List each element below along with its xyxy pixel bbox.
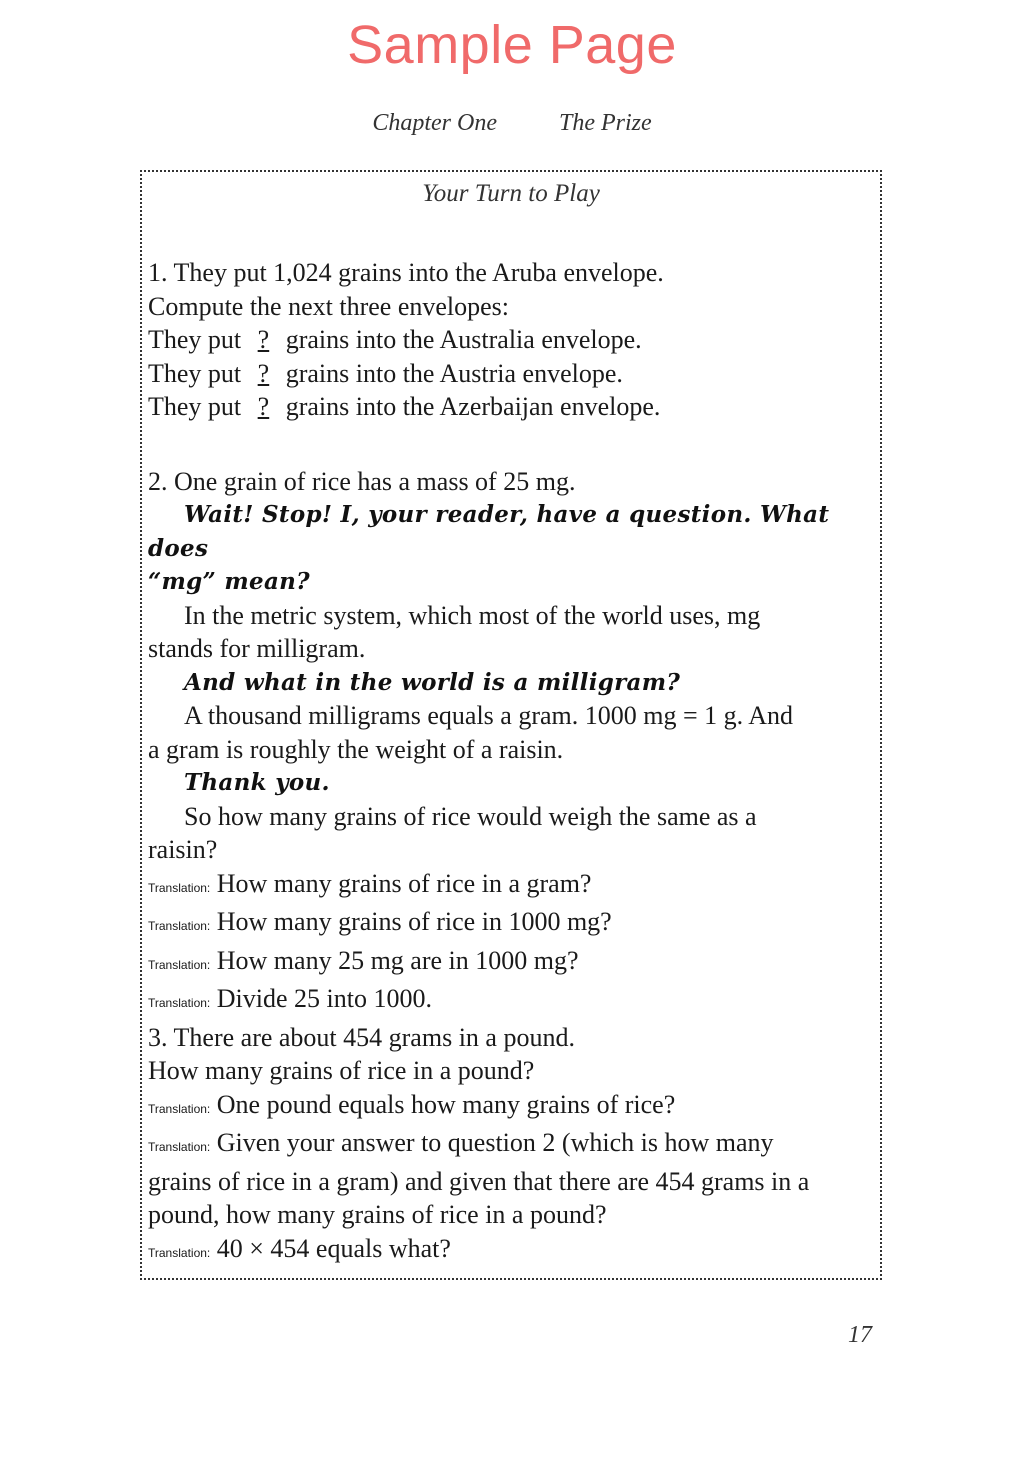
answer-2a: A thousand milligrams equals a gram. 1000 mg = 1 g. And [184,701,793,730]
translation-text: How many grains of rice in 1000 mg? [216,907,612,936]
reader-question-1b: “mg” mean? [148,568,310,595]
q1-line-azerbaijan [148,390,872,424]
running-head [0,110,1024,137]
exercise-content [148,256,872,1270]
q2-intro: 2. One grain of rice has a mass of 25 mg. [148,466,576,496]
chapter-label: Chapter One [372,110,497,136]
translation-label: Translation: [148,919,211,933]
q1-line-pre: They put [148,358,248,388]
translation-text: Given your answer to question 2 (which is how many [216,1128,774,1157]
answer-1b: stands for milligram. [148,634,366,663]
reader-thanks: Thank you. [184,769,330,796]
q1-line-post: grains into the Azerbaijan envelope. [279,392,661,421]
answer-2b: a gram is roughly the weight of a raisin. [148,734,564,764]
translation-line [148,1126,872,1165]
q1-line-austria [148,357,872,391]
q1-line-australia [148,323,872,357]
reader-question-1a: Wait! Stop! I, your reader, have a question. What does [148,501,830,562]
q1-line-post: grains into the Austria envelope. [279,358,623,388]
translation-text: One pound equals how many grains of rice? [216,1089,676,1119]
translation-line [148,1232,872,1271]
translation-label: Translation: [148,996,211,1010]
ask-b: raisin? [148,835,218,864]
answer-blank: ? [257,325,270,354]
translation-text: How many grains of rice in a gram? [216,868,592,898]
q3-ask: How many grains of rice in a pound? [148,1056,535,1085]
translation-line [148,982,872,1021]
translation-line [148,905,872,944]
chapter-title: The Prize [558,110,652,136]
translation-line [148,867,872,906]
spacer [148,424,872,465]
page-number: 17 [848,1322,872,1348]
translation-label: Translation: [148,1101,211,1116]
translation-label: Translation: [148,957,211,972]
answer-1a: In the metric system, which most of the world uses, mg [184,600,761,630]
box-title: Your Turn to Play [422,180,600,207]
translation-text: 40 × 454 equals what? [216,1233,451,1263]
answer-blank: ? [257,392,270,421]
q1-line-post: grains into the Australia envelope. [279,325,642,354]
translation-text: How many 25 mg are in 1000 mg? [216,945,579,975]
translation-label: Translation: [148,1140,211,1154]
translation-line [148,1088,872,1127]
translation-line [148,944,872,983]
ask-a: So how many grains of rice would weigh the same as a [184,801,757,831]
translation-continued: pound, how many grains of rice in a pound? [148,1200,607,1229]
translation-continued: grains of rice in a gram) and given that there are 454 grams in a [148,1166,810,1196]
exercise-box [140,170,882,1280]
sample-page-watermark: Sample Page [347,15,677,75]
translation-label: Translation: [148,1245,211,1260]
translation-label: Translation: [148,880,211,895]
q1-line-pre: They put [148,392,248,421]
q1-prompt: Compute the next three envelopes: [148,291,510,321]
q1-line-pre: They put [148,325,248,354]
translation-text: Divide 25 into 1000. [216,984,432,1013]
q3-intro: 3. There are about 454 grams in a pound. [148,1022,575,1052]
reader-question-2: And what in the world is a milligram? [184,668,681,696]
q1-intro: 1. They put 1,024 grains into the Aruba envelope. [148,258,664,287]
answer-blank: ? [257,358,270,388]
